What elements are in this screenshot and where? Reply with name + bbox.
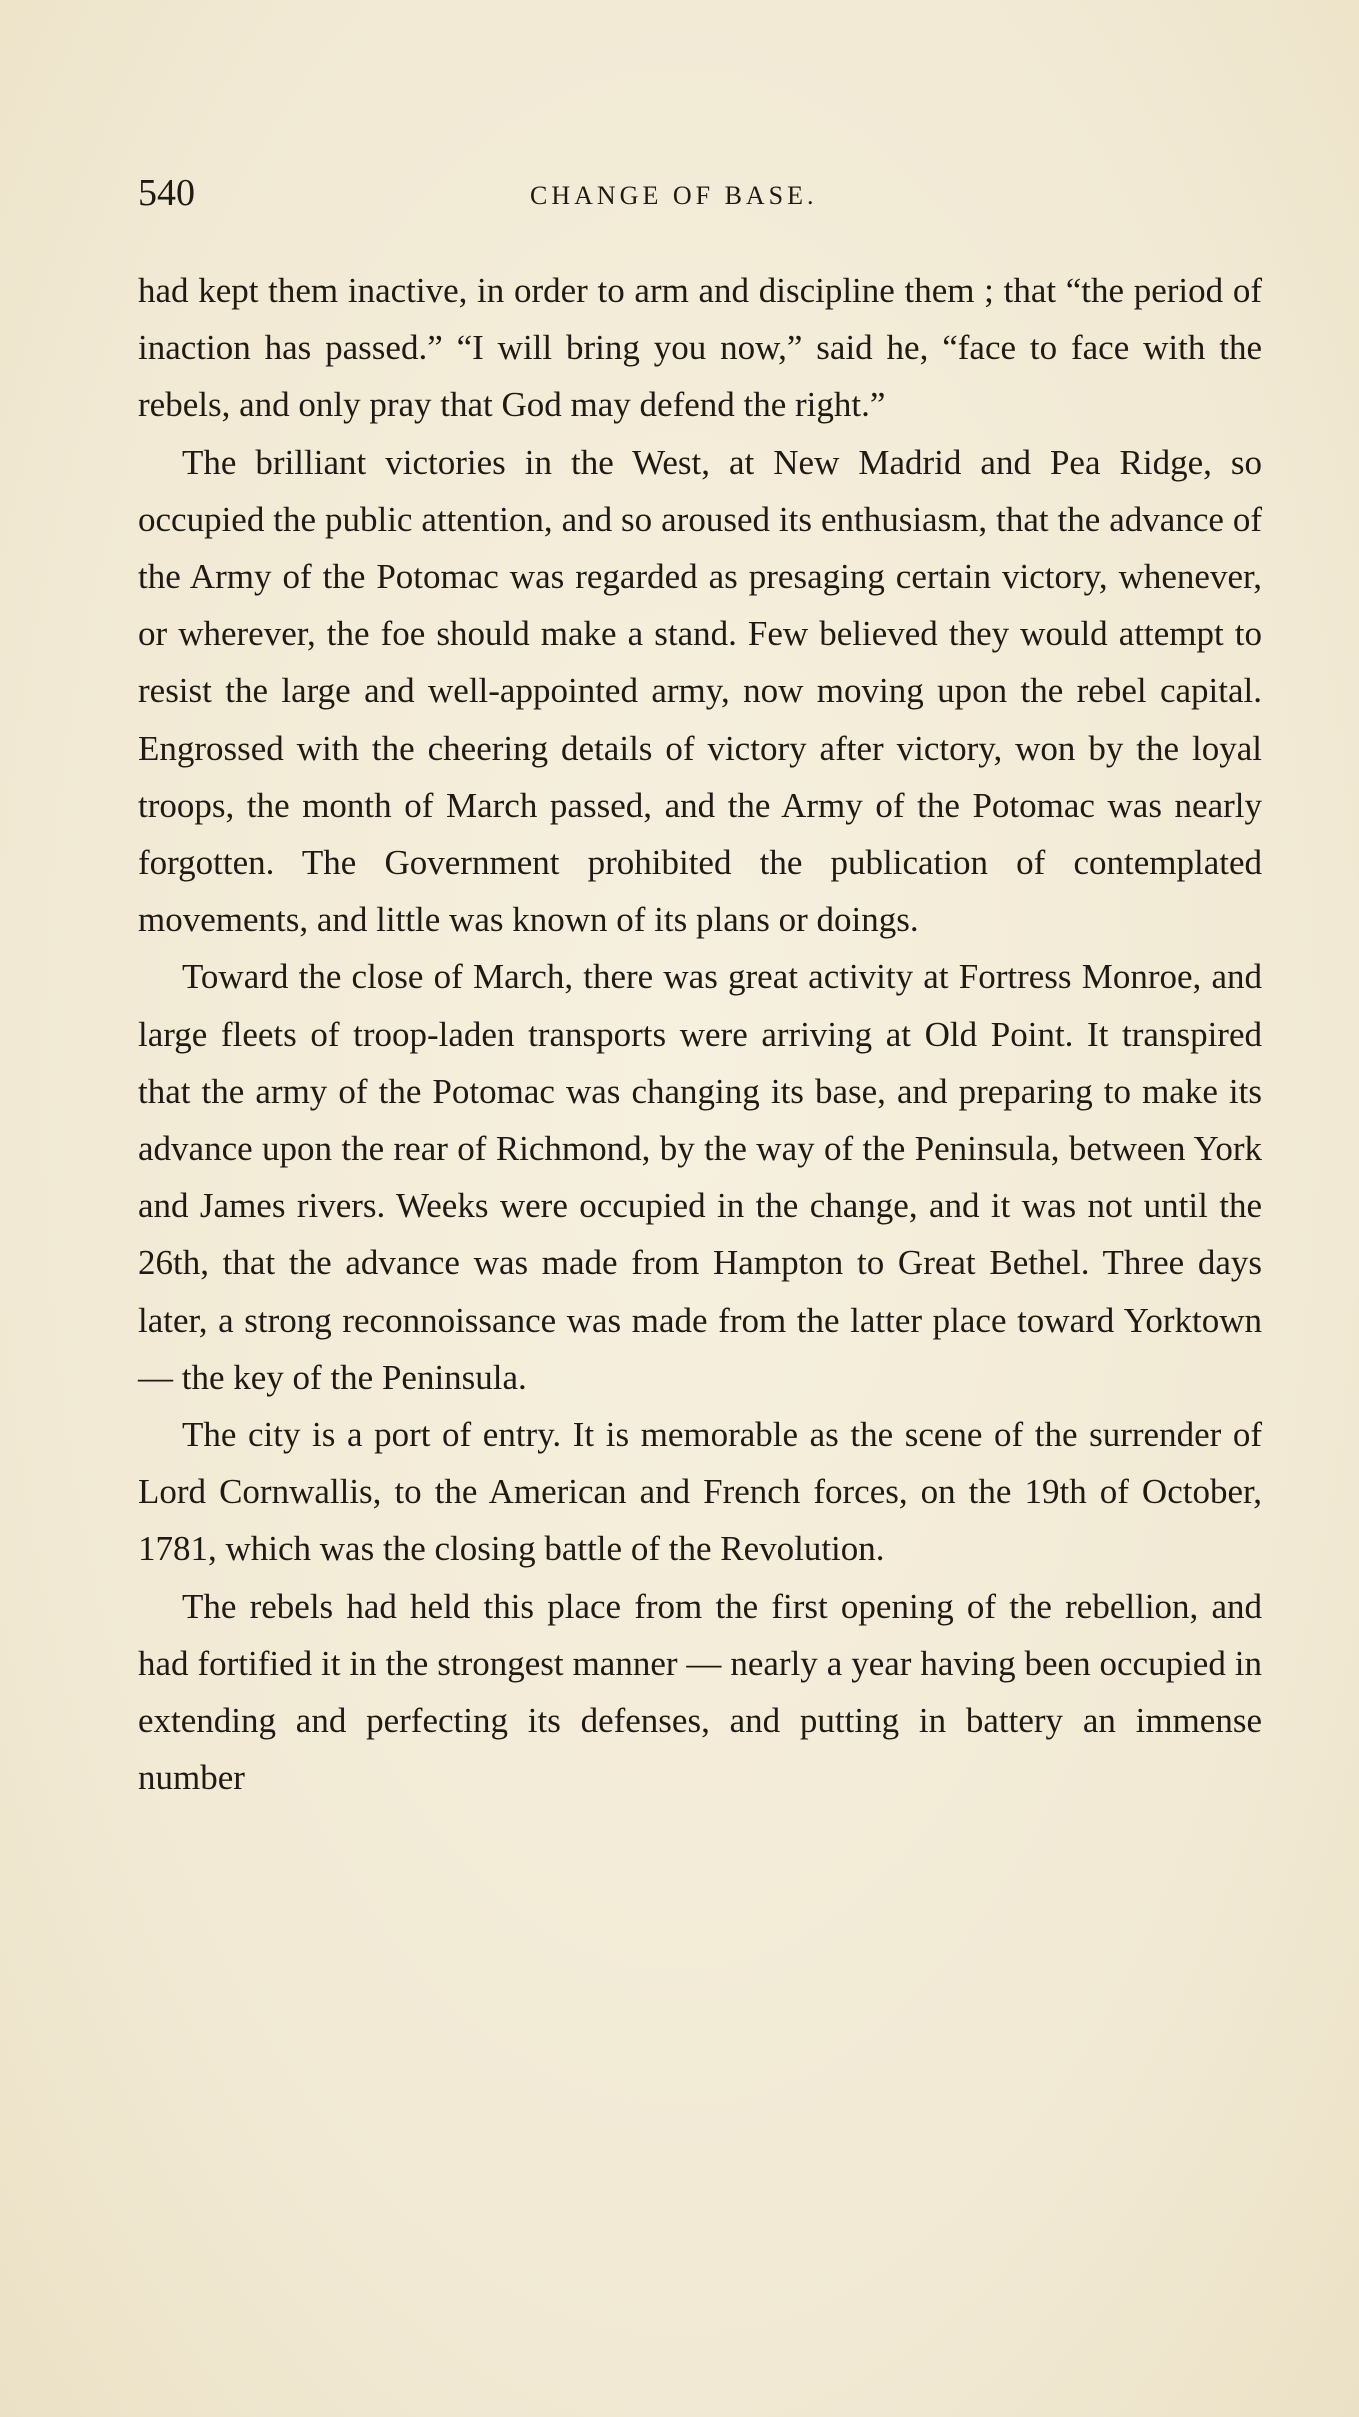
page-header <box>138 168 1262 218</box>
paragraph: Toward the close of March, there was great activity at Fortress Monroe, and large fleets of troop-laden transports were arriving at Old Point. It transpired that the army of the Potomac was changing its base, and preparing to make its advance upon the rear of Richmond, by the way of the Peninsula, between York and James rivers. Weeks were occupied in the change, and it was not until the 26th, that the advance was made from Hampton to Great Bethel. Three days later, a strong reconnoissance was made from the latter place toward Yorktown — the key of the Peninsula. <box>138 957 1262 1397</box>
paragraph: The city is a port of entry. It is memorable as the scene of the surrender of Lord Cornwallis, to the American and French forces, on the 19th of October, 1781, which was the closing battle of the Revolution. <box>138 1415 1262 1569</box>
paragraph: The rebels had held this place from the first opening of the rebellion, and had fortified it in the strongest manner — nearly a year having been occupied in extending and perfecting its defenses, and putting in battery an immense number <box>138 1586 1262 1798</box>
paragraph-continuation: had kept them inactive, in order to arm and discipline them ; that “the period of inaction has passed.” “I will bring you now,” said he, “face to face with the rebels, and only pray that God may defend the right.” <box>138 271 1262 425</box>
paragraph: The brilliant victories in the West, at New Madrid and Pea Ridge, so occupied the public attention, and so aroused its enthusiasm, that the advance of the Army of the Potomac was regarded as presaging certain victory, whenever, or wherever, the foe should make a stand. Few believed they would attempt to resist the large and well-appointed army, now moving upon the rebel capital. Engrossed with the cheering details of victory after victory, won by the loyal troops, the month of March passed, and the Army of the Potomac was nearly forgotten. The Government prohibited the publication of contemplated movements, and little was known of its plans or doings. <box>138 442 1262 940</box>
page-body <box>138 262 1262 1806</box>
running-head: CHANGE OF BASE. <box>530 181 818 210</box>
page-number: 540 <box>138 172 195 214</box>
